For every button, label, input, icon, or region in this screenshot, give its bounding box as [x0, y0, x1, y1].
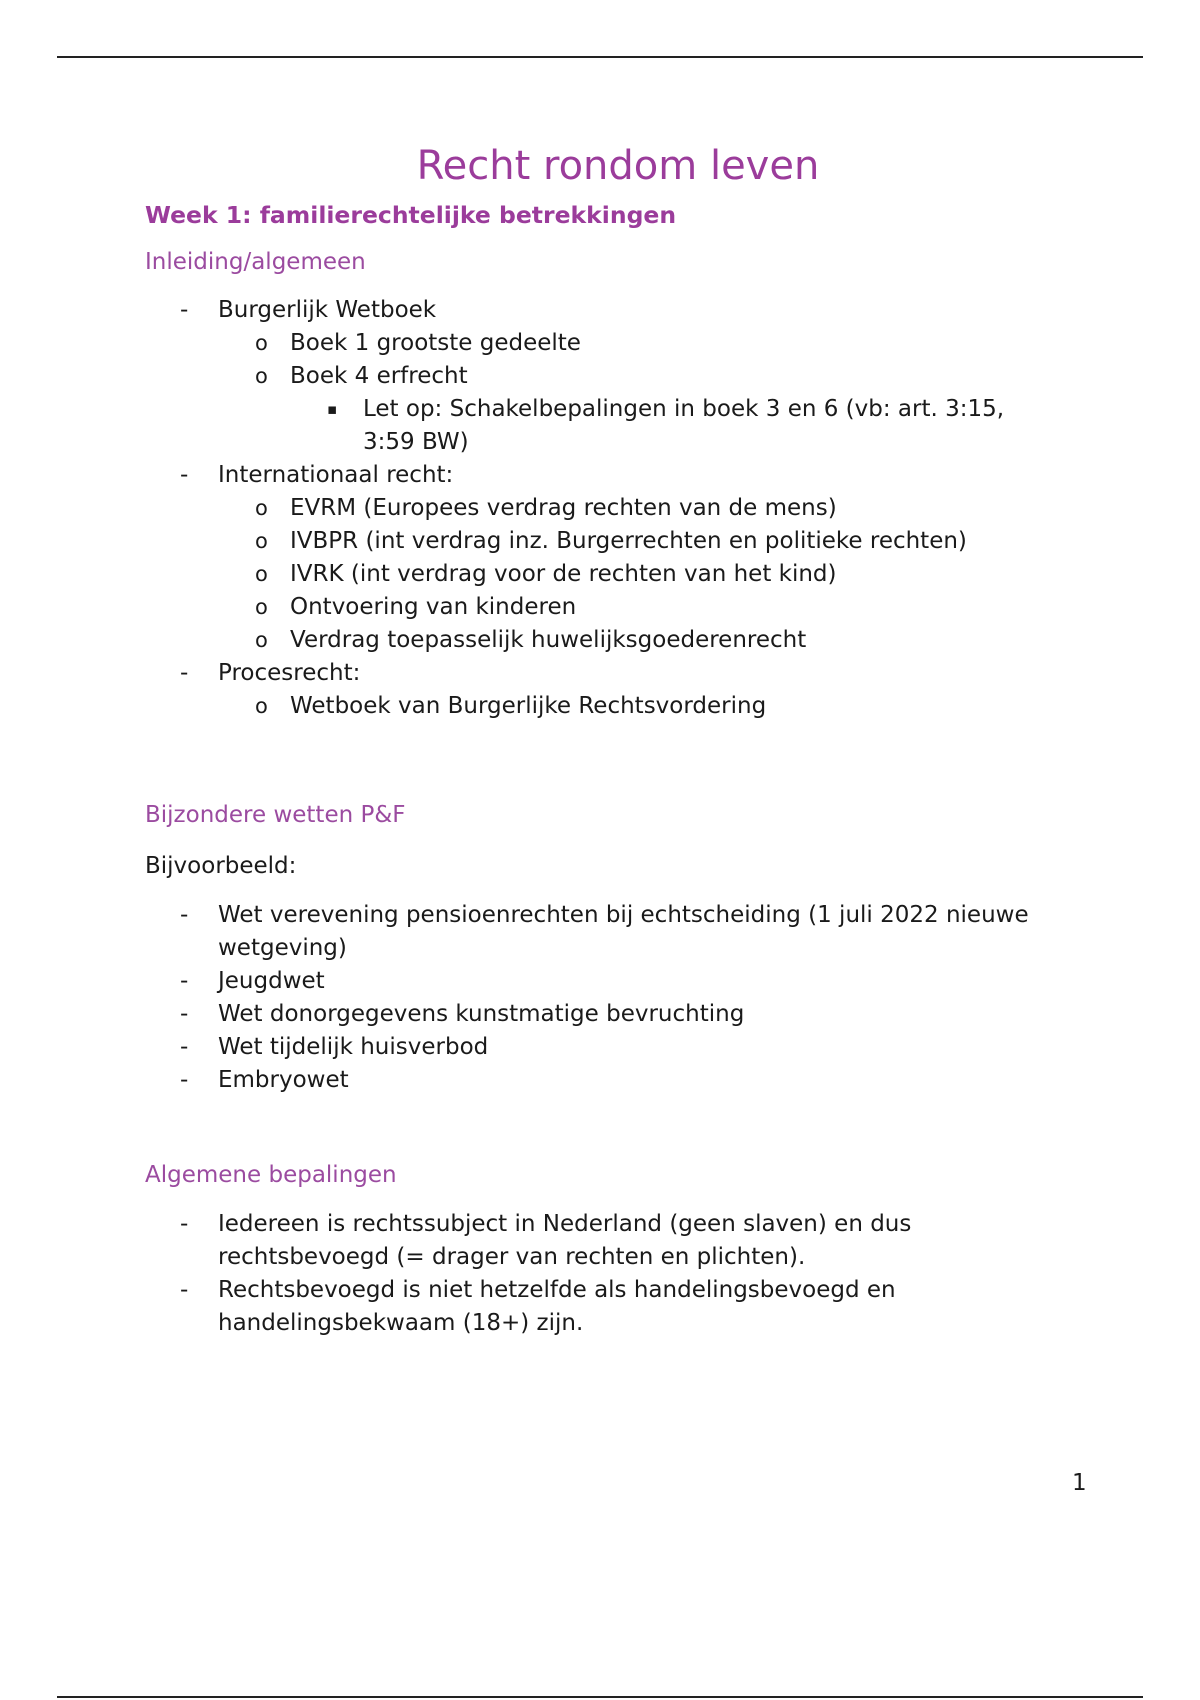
footer-rule [57, 1696, 1143, 1698]
list-item [0, 1064, 1100, 1097]
list-item [0, 657, 1100, 690]
list-item-text: Wet donorgegevens kunstmatige bevruchting [218, 1001, 745, 1027]
circle-bullet: o [255, 496, 268, 520]
list-item [0, 360, 1100, 393]
section-heading-inleiding: Inleiding/algemeen [145, 249, 366, 275]
section2-list [0, 899, 1100, 1097]
dash-bullet: - [180, 297, 189, 323]
section-heading-bijzondere-wetten: Bijzondere wetten P&F [145, 802, 406, 828]
list-item [0, 1208, 978, 1274]
dash-bullet: - [180, 902, 189, 928]
list-item-text: Boek 4 erfrecht [290, 363, 468, 389]
document-title: Recht rondom leven [416, 143, 820, 189]
list-item [0, 899, 1108, 965]
list-item-text: Boek 1 grootste gedeelte [290, 330, 581, 356]
circle-bullet: o [255, 364, 268, 388]
circle-bullet: o [255, 595, 268, 619]
list-item [0, 624, 1100, 657]
list-item-text: Procesrecht: [218, 660, 361, 686]
list-item [0, 965, 1100, 998]
dash-bullet: - [180, 1277, 189, 1303]
list-item [0, 525, 1100, 558]
dash-bullet: - [180, 1067, 189, 1093]
circle-bullet: o [255, 529, 268, 553]
list-item [0, 393, 1043, 459]
list-item-text: Internationaal recht: [218, 462, 454, 488]
circle-bullet: o [255, 331, 268, 355]
list-item [0, 1031, 1100, 1064]
list-item-text: Rechtsbevoegd is niet hetzelfde als handelingsbevoegd en handelingsbekwaam (18+) zijn. [218, 1277, 896, 1336]
dash-bullet: - [180, 1211, 189, 1237]
list-item-text: IVBPR (int verdrag inz. Burgerrechten en politieke rechten) [290, 528, 967, 554]
list-item-text: Let op: Schakelbepalingen in boek 3 en 6 (vb: art. 3:15, 3:59 BW) [363, 396, 1005, 455]
list-item-text: Burgerlijk Wetboek [218, 297, 437, 323]
list-item-text: Wet verevening pensioenrechten bij echtscheiding (1 juli 2022 nieuwe wetgeving) [218, 902, 1029, 961]
list-item-text: EVRM (Europees verdrag rechten van de mens) [290, 495, 837, 521]
dash-bullet: - [180, 968, 189, 994]
section3-list [0, 1208, 1100, 1340]
dash-bullet: - [180, 1001, 189, 1027]
list-item [0, 690, 1100, 723]
circle-bullet: o [255, 694, 268, 718]
dash-bullet: - [180, 660, 189, 686]
list-item [0, 492, 1100, 525]
section2-intro: Bijvoorbeeld: [145, 853, 297, 879]
list-item [0, 459, 1100, 492]
list-item-text: Embryowet [218, 1067, 349, 1093]
circle-bullet: o [255, 628, 268, 652]
list-item [0, 1274, 978, 1340]
list-item [0, 591, 1100, 624]
list-item-text: Jeugdwet [218, 968, 325, 994]
list-item [0, 558, 1100, 591]
dash-bullet: - [180, 1034, 189, 1060]
list-item-text: IVRK (int verdrag voor de rechten van het kind) [290, 561, 837, 587]
circle-bullet: o [255, 562, 268, 586]
header-rule [57, 56, 1143, 58]
square-bullet: ▪ [327, 400, 338, 418]
list-item [0, 294, 1100, 327]
list-item-text: Verdrag toepasselijk huwelijksgoederenrecht [290, 627, 807, 653]
list-item-text: Wetboek van Burgerlijke Rechtsvordering [290, 693, 767, 719]
list-item-text: Ontvoering van kinderen [290, 594, 577, 620]
page-number: 1 [1072, 1470, 1087, 1496]
list-item-text: Wet tijdelijk huisverbod [218, 1034, 489, 1060]
list-item-text: Iedereen is rechtssubject in Nederland (geen slaven) en dus rechtsbevoegd (= drager van rechten en plichten). [218, 1211, 912, 1270]
week-subtitle: Week 1: familierechtelijke betrekkingen [145, 201, 677, 229]
list-item [0, 327, 1100, 360]
section-heading-algemene-bepalingen: Algemene bepalingen [145, 1162, 397, 1188]
list-item [0, 998, 1100, 1031]
section1-list [0, 294, 1100, 723]
dash-bullet: - [180, 462, 189, 488]
